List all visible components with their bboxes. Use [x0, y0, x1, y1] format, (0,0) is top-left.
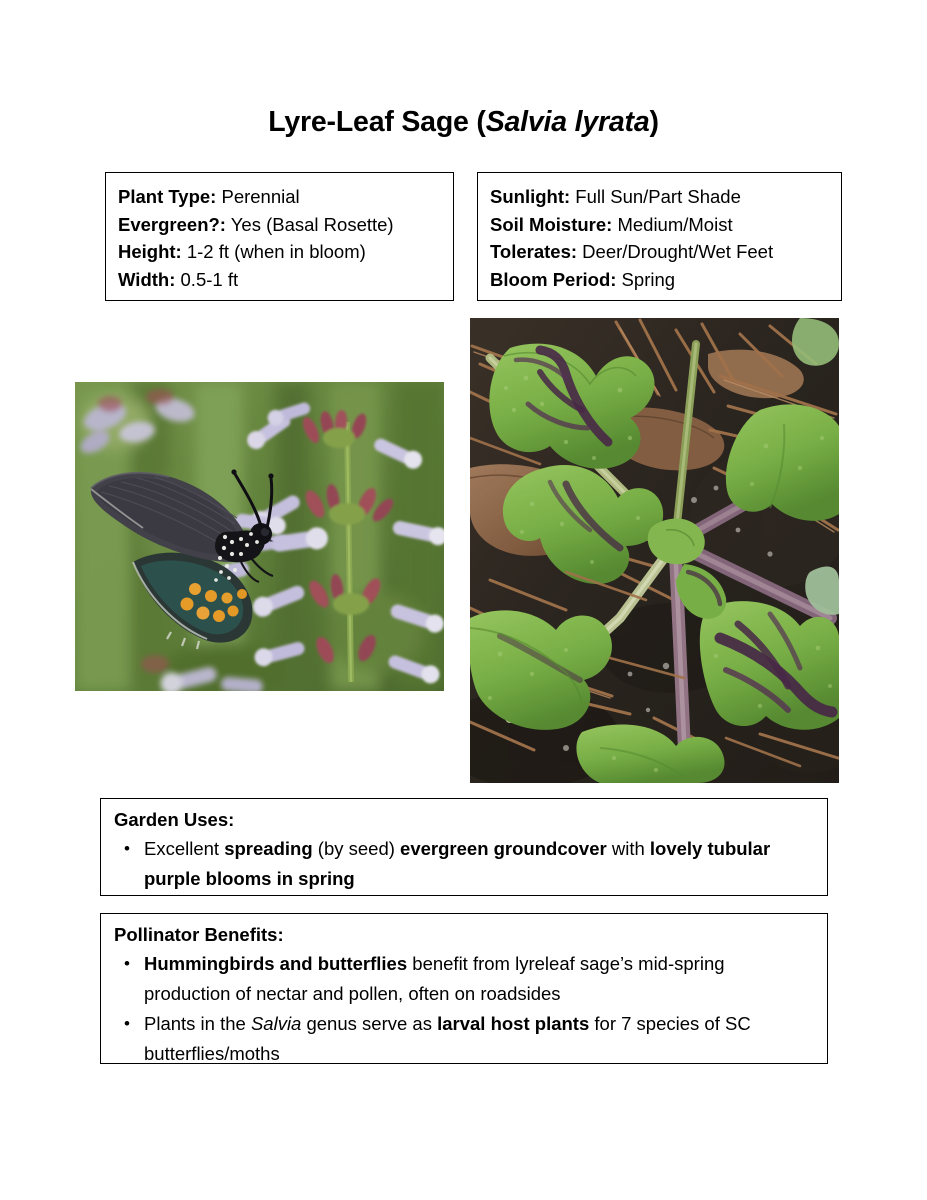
bullet-icon: • — [124, 1014, 130, 1033]
growing-conditions-box — [477, 172, 842, 301]
text-segment: for 7 species of SC butterflies/moths — [144, 1013, 751, 1064]
text-segment: Plants in the — [144, 1013, 251, 1034]
bullet-icon: • — [124, 954, 130, 973]
info-value: Deer/Drought/Wet Feet — [577, 241, 774, 262]
info-row-bloom-period — [490, 266, 841, 294]
list-item — [114, 834, 813, 894]
butterfly-on-salvia-photo — [75, 382, 444, 691]
text-segment-bold: Hummingbirds and butterflies — [144, 953, 408, 974]
info-row-width — [118, 266, 453, 294]
text-segment-italic: Salvia — [250, 1013, 302, 1034]
page-title-common: Lyre-Leaf Sage ( — [268, 106, 486, 138]
info-label: Bloom Period: — [490, 268, 617, 290]
pollinator-item-text-2 — [144, 1009, 813, 1069]
info-label: Soil Moisture: — [490, 213, 613, 235]
text-segment: Excellent — [144, 838, 225, 859]
list-item — [114, 1009, 813, 1069]
info-label: Tolerates: — [490, 241, 578, 262]
pollinator-benefits-heading: Pollinator Benefits: — [114, 924, 284, 945]
bullet-icon: • — [124, 839, 130, 858]
butterfly-photo-graphic — [75, 382, 444, 691]
info-row-evergreen — [118, 211, 453, 239]
garden-uses-box — [100, 798, 828, 896]
info-value: Yes (Basal Rosette) — [225, 213, 394, 235]
garden-uses-heading: Garden Uses: — [114, 809, 235, 830]
page-title-close: ) — [649, 106, 659, 138]
list-item — [114, 949, 813, 1009]
info-value: Medium/Moist — [612, 213, 733, 235]
info-label: Sunlight: — [490, 186, 571, 207]
text-segment-bold: spreading — [224, 838, 313, 859]
text-segment: benefit from lyreleaf sage’s mid-spring production of nectar and pollen, often on roadsides — [144, 953, 725, 1004]
info-row-soil-moisture — [490, 211, 841, 239]
pollinator-item-text-1 — [144, 949, 813, 1009]
page-title — [0, 105, 927, 139]
info-label: Evergreen?: — [118, 213, 226, 235]
info-label: Width: — [118, 268, 176, 290]
info-label: Height: — [118, 241, 182, 262]
basal-rosette-photo — [470, 318, 839, 783]
text-segment-bold: larval host plants — [437, 1013, 590, 1034]
info-label: Plant Type: — [118, 186, 217, 207]
info-value: Spring — [616, 268, 676, 290]
info-row-tolerates — [490, 238, 841, 266]
info-value: 0.5-1 ft — [175, 268, 239, 290]
info-row-sunlight — [490, 183, 841, 211]
text-segment-bold: lovely tubular purple blooms in spring — [144, 838, 771, 889]
pollinator-benefits-box — [100, 913, 828, 1064]
text-segment: genus serve as — [301, 1013, 438, 1034]
info-value: 1-2 ft (when in bloom) — [181, 241, 366, 262]
text-segment: with — [606, 838, 650, 859]
plant-characteristics-box — [105, 172, 454, 301]
garden-uses-item-text — [144, 834, 813, 894]
rosette-photo-graphic — [470, 318, 839, 783]
info-row-plant-type — [118, 183, 453, 211]
page-title-scientific: Salvia lyrata — [485, 106, 650, 138]
info-value: Perennial — [216, 186, 300, 207]
info-row-height — [118, 238, 453, 266]
text-segment-bold: evergreen groundcover — [400, 838, 607, 859]
info-value: Full Sun/Part Shade — [570, 186, 741, 207]
text-segment: (by seed) — [312, 838, 401, 859]
